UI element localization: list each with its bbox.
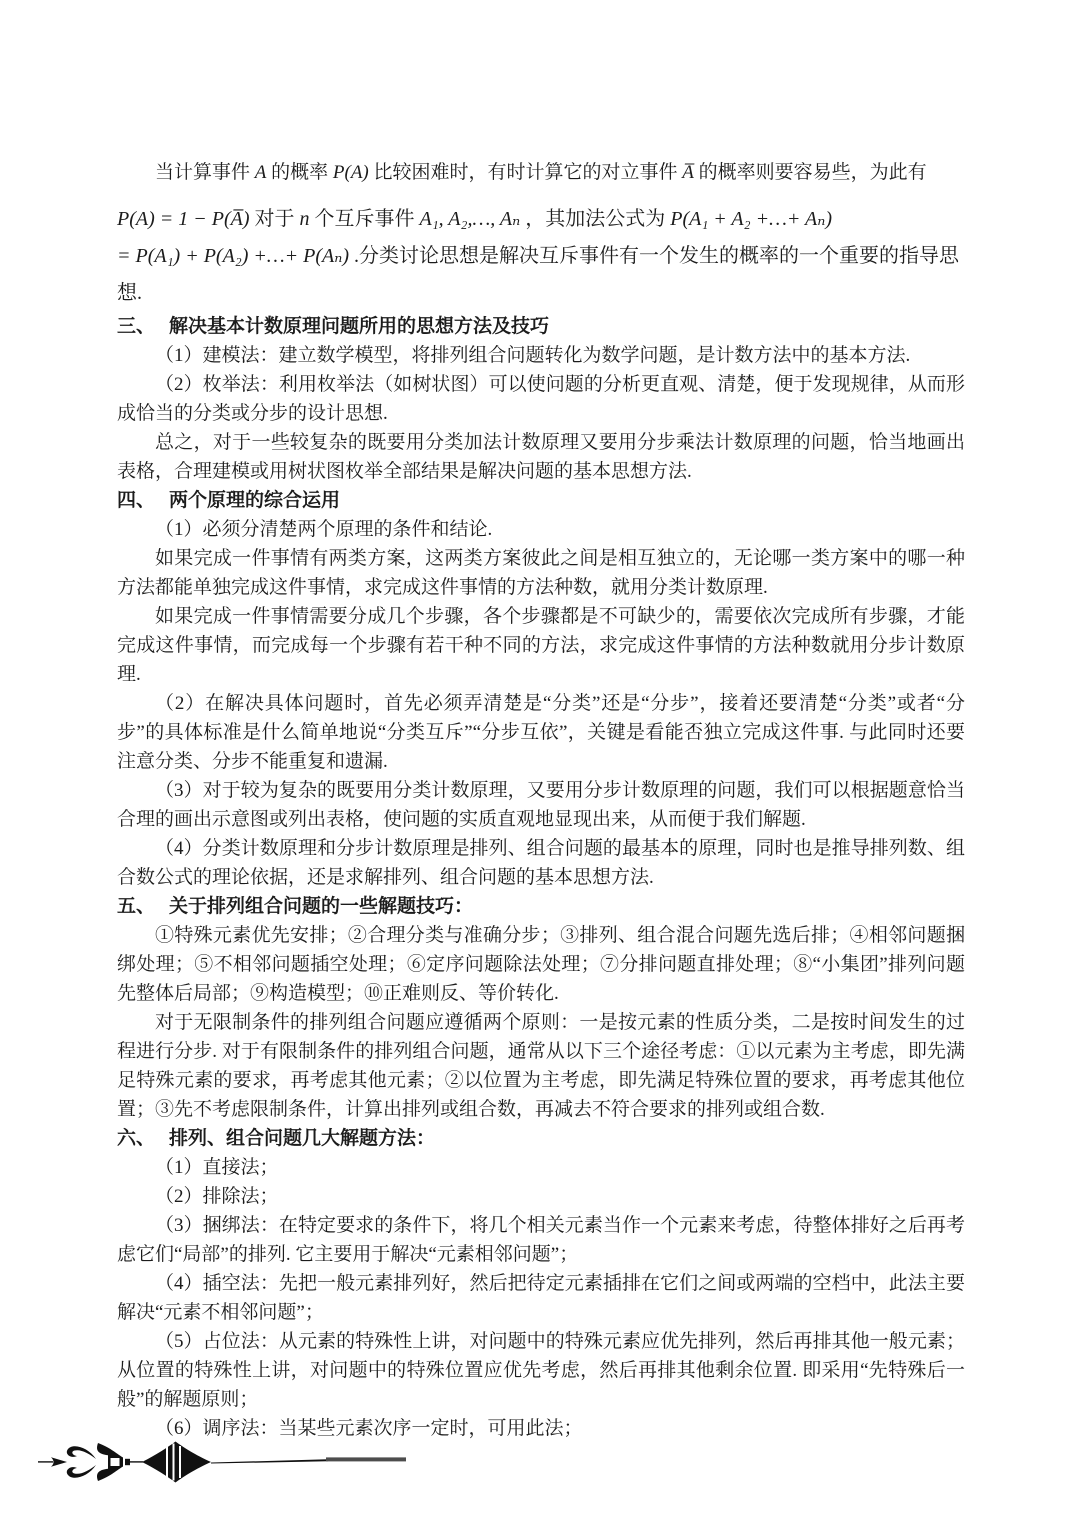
math-event-list: A₁, A₂,…, Aₙ — [419, 208, 521, 230]
section-4-number: 四、 — [117, 490, 156, 511]
intro-text: 比较困难时，有时计算它的对立事件 — [368, 162, 683, 183]
section-4-paragraph-3: 如果完成一件事情需要分成几个步骤，各个步骤都是不可缺少的，需要依次完成所有步骤，才能完成这件事情，而完成每一个步骤有若干种不同的方法，求完成这件事情的方法种数就用分步计数原理. — [117, 606, 965, 685]
section-4-paragraph-5: （3）对于较为复杂的既要用分类计数原理，又要用分步计数原理的问题，我们可以根据题意恰当合理的画出示意图或列出表格，使问题的实质直观地显现出来，从而便于我们解题. — [117, 780, 965, 830]
formula-text: .分类讨论思想是解决互斥事件有一个发生的概率的一个重要的指导思想. — [117, 245, 960, 304]
section-4-paragraph-1: （1）必须分清楚两个原理的条件和结论. — [155, 519, 493, 540]
formula-text: 对于 — [249, 208, 300, 230]
formula-line-1 — [117, 201, 965, 238]
section-3-number: 三、 — [117, 316, 156, 337]
formula-text: ，其加法公式为 — [520, 208, 671, 230]
formula-line-2 — [117, 238, 965, 312]
section-6-paragraph-6: （6）调序法：当某些元素次序一定时，可用此法； — [155, 1418, 583, 1439]
math-A: A — [254, 162, 267, 183]
section-4-paragraph-4: （2）在解决具体问题时，首先必须弄清楚是“分类”还是“分步”，接着还要清楚“分类”或者“分步”的具体标准是什么简单地说“分类互斥”“分步互依”，关键是看能否独立完成这件事. 与此同时还要注意分类、分步不能重复和遗漏. — [117, 693, 965, 772]
section-6-title: 排列、组合问题几大解题方法： — [169, 1128, 436, 1149]
intro-text: 当计算事件 — [155, 162, 255, 183]
math-sum-events: P(A₁ + A₂ +…+ Aₙ) — [670, 208, 832, 230]
section-5-paragraph-2: 对于无限制条件的排列组合问题应遵循两个原则：一是按元素的性质分类，二是按时间发生的过程进行分步. 对于有限制条件的排列组合问题，通常从以下三个途径考虑：①以元素为主考虑，即先满足特殊元素的要求，再考虑其他元素；②以位置为主考虑，即先满足特殊位置的要求，再考虑其他位置；③先不考虑限制条件，计算出排列或组合数，再减去不符合要求的排列或组合数. — [117, 1012, 965, 1120]
ornament-divider-icon — [38, 1438, 408, 1486]
section-4-heading — [117, 486, 965, 515]
math-PA: P(A) — [332, 162, 369, 183]
section-6-paragraph-4: （4）插空法：先把一般元素排列好，然后把待定元素插排在它们之间或两端的空档中，此法主要解决“元素不相邻问题”； — [117, 1273, 965, 1323]
section-6-paragraph-1: （1）直接法； — [155, 1157, 279, 1178]
section-3-paragraph-2: （2）枚举法：利用枚举法（如树状图）可以使问题的分析更直观、清楚，便于发现规律，从而形成恰当的分类或分步的设计思想. — [117, 374, 965, 424]
section-3-paragraph-3: 总之，对于一些较复杂的既要用分类加法计数原理又要用分步乘法计数原理的问题，恰当地画出表格，合理建模或用树状图枚举全部结果是解决问题的基本思想方法. — [117, 432, 965, 482]
section-4-paragraph-6: （4）分类计数原理和分步计数原理是排列、组合问题的最基本的原理，同时也是推导排列数、组合数公式的理论依据，还是求解排列、组合问题的基本思想方法. — [117, 838, 965, 888]
math-A-bar: A̅ — [682, 162, 694, 183]
math-n: n — [299, 208, 310, 230]
intro-text: 的概率 — [266, 162, 333, 183]
section-6-number: 六、 — [117, 1128, 156, 1149]
section-6-heading — [117, 1124, 965, 1153]
math-addition-formula: = P(A₁) + P(A₂) +…+ P(Aₙ) — [117, 245, 350, 267]
section-3-heading — [117, 312, 965, 341]
section-5-heading — [117, 892, 965, 921]
section-5-paragraph-1: ①特殊元素优先安排；②合理分类与准确分步；③排列、组合混合问题先选后排；④相邻问题捆绑处理；⑤不相邻问题插空处理；⑥定序问题除法处理；⑦分排问题直排处理；⑧“小集团”排列问题先整体后局部；⑨构造模型；⑩正难则反、等价转化. — [117, 925, 965, 1004]
math-complement-formula: P(A) = 1 − P(A̅) — [117, 208, 250, 230]
intro-text: 的概率则要容易些，为此有 — [693, 162, 927, 183]
section-6-paragraph-5: （5）占位法：从元素的特殊性上讲，对问题中的特殊元素应优先排列，然后再排其他一般元素；从位置的特殊性上讲，对问题中的特殊位置应优先考虑，然后再排其他剩余位置. 即采用“先特殊后一般”的解题原则； — [117, 1331, 965, 1410]
intro-paragraph — [117, 158, 965, 187]
section-4-title: 两个原理的综合运用 — [169, 490, 341, 511]
section-5-number: 五、 — [117, 896, 156, 917]
formula-text: 个互斥事件 — [309, 208, 420, 230]
section-6-paragraph-3: （3）捆绑法：在特定要求的条件下，将几个相关元素当作一个元素来考虑，待整体排好之后再考虑它们“局部”的排列. 它主要用于解决“元素相邻问题”； — [117, 1215, 965, 1265]
section-4-paragraph-2: 如果完成一件事情有两类方案，这两类方案彼此之间是相互独立的，无论哪一类方案中的哪一种方法都能单独完成这件事情，求完成这件事情的方法种数，就用分类计数原理. — [117, 548, 965, 598]
section-5-title: 关于排列组合问题的一些解题技巧： — [169, 896, 474, 917]
section-3-paragraph-1: （1）建模法：建立数学模型，将排列组合问题转化为数学问题，是计数方法中的基本方法. — [155, 345, 911, 366]
section-3-title: 解决基本计数原理问题所用的思想方法及技巧 — [169, 316, 550, 337]
section-6-paragraph-2: （2）排除法； — [155, 1186, 279, 1207]
